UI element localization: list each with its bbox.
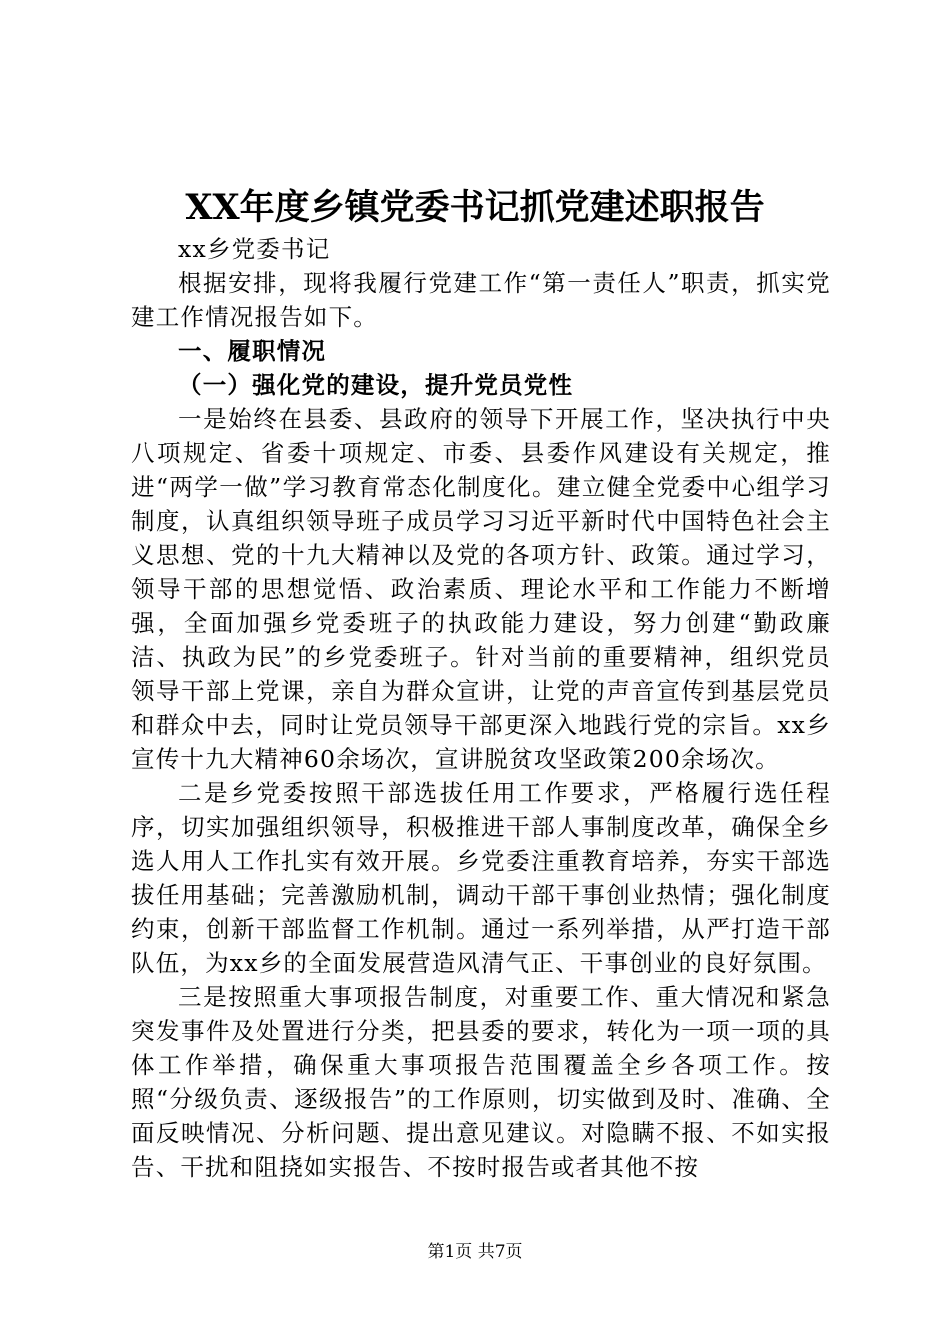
subsection-heading: （一）强化党的建设，提升党员党性 (178, 371, 574, 399)
section-heading: 一、履职情况 (178, 337, 327, 365)
author-line: xx乡党委书记 (178, 235, 331, 263)
page-footer: 第1页 共7页 (427, 1242, 523, 1262)
body-paragraph-1: 一是始终在县委、县政府的领导下开展工作，坚决执行中央八项规定、省委十项规定、市委、县委作风建设有关规定，推进“两学一做”学习教育常态化制度化。建立健全党委中心组学习制度，认真组织领导班子成员学习习近平新时代中国特色社会主义思想、党的十九大精神以及党的各项方针、政策。通过学习，领导干部的思想觉悟、政治素质、理论水平和工作能力不断增强，全面加强乡党委班子的执政能力建设，努力创建“勤政廉洁、执政为民”的乡党委班子。针对当前的重要精神，组织党员领导干部上党课，亲自为群众宣讲，让党的声音宣传到基层党员和群众中去，同时让党员领导干部更深入地践行党的宗旨。xx乡宣传十九大精神60余场次，宣讲脱贫攻坚政策200余场次。 (131, 405, 831, 773)
document-body (131, 232, 831, 1184)
body-paragraph-2: 二是乡党委按照干部选拔任用工作要求，严格履行选任程序，切实加强组织领导，积极推进干部人事制度改革，确保全乡选人用人工作扎实有效开展。乡党委注重教育培养，夯实干部选拔任用基础；完善激励机制，调动干部干事创业热情；强化制度约束，创新干部监督工作机制。通过一系列举措，从严打造干部队伍，为xx乡的全面发展营造风清气正、干事创业的良好氛围。 (131, 779, 831, 977)
body-paragraph-3: 三是按照重大事项报告制度，对重要工作、重大情况和紧急突发事件及处置进行分类，把县委的要求，转化为一项一项的具体工作举措，确保重大事项报告范围覆盖全乡各项工作。按照“分级负责、逐级报告”的工作原则，切实做到及时、准确、全面反映情况、分析问题、提出意见建议。对隐瞒不报、不如实报告、干扰和阻挠如实报告、不按时报告或者其他不按 (131, 983, 831, 1181)
intro-paragraph: 根据安排，现将我履行党建工作“第一责任人”职责，抓实党建工作情况报告如下。 (131, 269, 831, 331)
document-title: XX年度乡镇党委书记抓党建述职报告 (185, 187, 765, 228)
